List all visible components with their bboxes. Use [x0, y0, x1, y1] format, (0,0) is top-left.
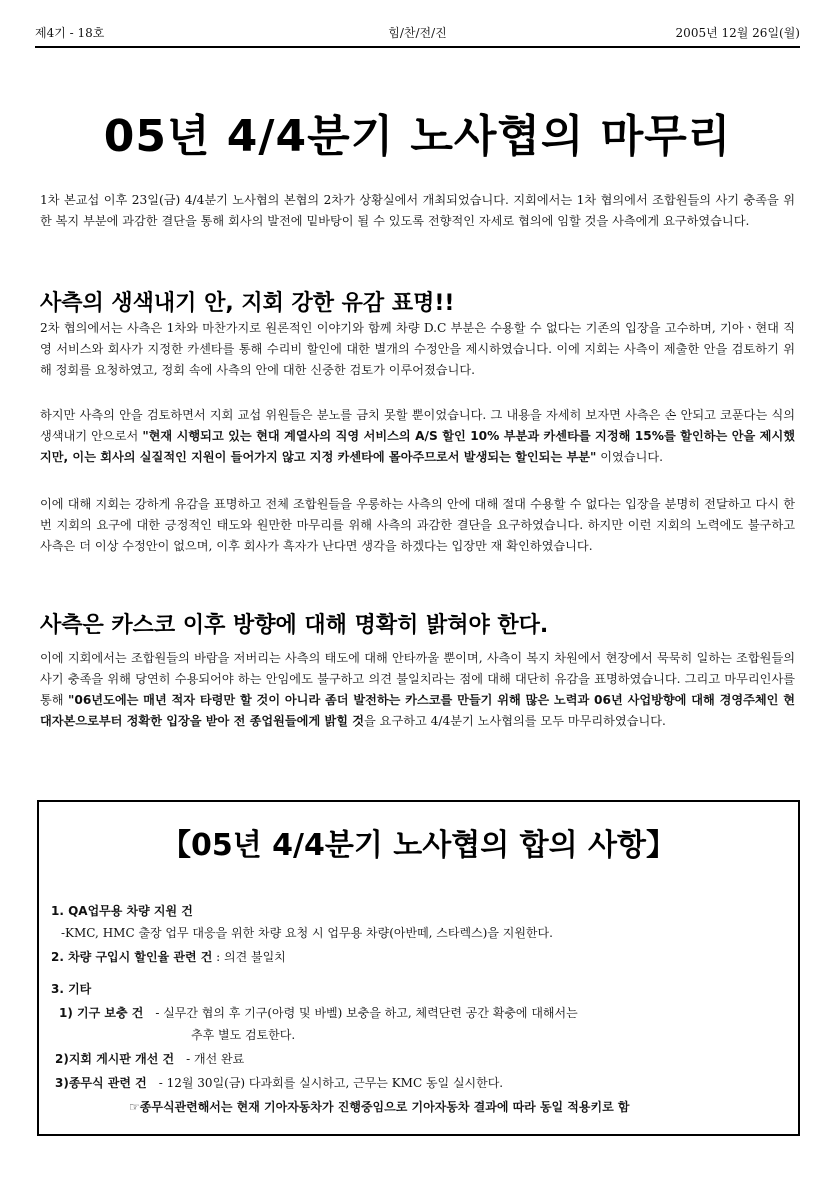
item1-title-text: 1. QA업무용 차량 지원 건: [51, 904, 193, 918]
page-header: [35, 18, 800, 48]
section1-p2-quote: "현재 시행되고 있는 현대 계열사의 직영 서비스의 A/S 할인 10% 부분과 카센타를 지정해 15%를 할인하는 안을 제시했지만, 이는 회사의 실질적인 지원이 들어가지 않고 지정 카센타에 몰아주므로서 발생되는 할인되는 부분": [40, 429, 795, 464]
agreement-title: 【05년 4/4분기 노사협의 합의 사항】: [160, 828, 676, 863]
slogan: 힘/찬/전/진: [388, 26, 447, 40]
sub2-desc: - 개선 완료: [186, 1052, 245, 1066]
sub1: [59, 1004, 578, 1022]
sub3: [55, 1074, 503, 1092]
issue-date: 2005년 12월 26일(월): [675, 26, 800, 40]
section2-heading: 사측은 카스코 이후 방향에 대해 명확히 밝혀야 한다.: [40, 613, 549, 638]
section2-paragraph: [40, 648, 795, 732]
section2-p-text: 이에 지회에서는 조합원들의 바람을 저버리는 사측의 태도에 대해 안타까울 뿐이며, 사측이 복지 차원에서 현장에서 묵묵히 일하는 조합원들의 사기 충족을 위해 당연히 수용되어야 하는 안임에도 불구하고 의견 불일치라는 점에 대해 대단히 유감을 표명하였습니다. 그리고 마무리인사를 통해: [40, 651, 795, 707]
section2-p-quote: "06년도에는 매년 적자 타령만 할 것이 아니라 좀더 발전하는 카스코를 만들기 위해 많은 노력과 06년 사업방향에 대해 경영주체인 현대자본으로부터 정확한 입장을 받아 전 종업원들에게 밝힐 것: [40, 693, 796, 728]
section1-p2-text: 하지만 사측의 안을 검토하면서 지회 교섭 위원들은 분노를 금치 못할 뿐이었습니다. 그 내용을 자세히 보자면 사측은 손 안되고 코푼다는 식의 생색내기 안으로서: [40, 408, 795, 443]
intro-paragraph: 1차 본교섭 이후 23일(금) 4/4분기 노사협의 본협의 2차가 상황실에서 개최되었습니다. 지회에서는 1차 협의에서 조합원들의 사기 충족을 위한 복지 부분에 과감한 결단을 통해 회사의 발전에 밑바탕이 될 수 있도록 전향적인 자세로 협의에 임할 것을 사측에게 요구하였습니다.: [40, 193, 795, 228]
sub3-title: 3)종무식 관련 건: [55, 1076, 147, 1090]
section1-p2-end: 이였습니다.: [596, 450, 663, 464]
sub2-title: 2)지회 게시판 개선 건: [55, 1052, 175, 1066]
item3-title: [51, 980, 91, 998]
item2-title: 2. 차량 구입시 할인율 관련 건: [51, 950, 213, 964]
sub2: [55, 1050, 244, 1068]
item1-title: [51, 902, 193, 920]
agreement-box: [37, 800, 800, 1136]
issue-number: 제4기 - 18호: [35, 26, 105, 40]
item3-title-text: 3. 기타: [51, 982, 92, 996]
section1-heading: 사측의 생색내기 안, 지회 강한 유감 표명!!: [40, 291, 455, 316]
section1-paragraph-2: [40, 405, 795, 468]
item2: [51, 948, 286, 966]
page-title: 05년 4/4분기 노사협의 마무리: [103, 111, 732, 162]
section1-paragraph-3: 이에 대해 지회는 강하게 유감을 표명하고 전체 조합원들을 우롱하는 사측의 안에 대해 절대 수용할 수 없다는 입장을 분명히 전달하고 다시 한번 지회의 요구에 대한 긍정적인 태도와 원만한 마무리를 위해 사측의 과감한 결단을 요구하였습니다. 하지만 이런 지회의 노력에도 불구하고 사측은 더 이상 수정안이 없으며, 이후 회사가 흑자가 난다면 생각을 하겠다는 입장만 재 확인하였습니다.: [40, 497, 795, 553]
agreement-note: [129, 1098, 629, 1116]
sub3-desc: - 12월 30일(금) 다과회를 실시하고, 근무는 KMC 동일 실시한다.: [158, 1076, 504, 1090]
section1-paragraph-1: 2차 협의에서는 사측은 1차와 마찬가지로 원론적인 이야기와 함께 차량 D.C 부분은 수용할 수 없다는 기존의 입장을 고수하며, 기아ㆍ현대 직영 서비스와 회사가 지정한 카센타를 통해 수리비 할인에 대한 별개의 수정안을 제시하였습니다. 이에 지회는 사측이 제출한 안을 검토하기 위해 정회를 요청하였고, 정회 속에 사측의 안에 대한 신중한 검토가 이루어졌습니다.: [40, 321, 795, 377]
section2-p-end: 을 요구하고 4/4분기 노사협의를 모두 마무리하였습니다.: [364, 714, 666, 728]
sub1-title: 1) 기구 보충 건: [59, 1006, 144, 1020]
item2-desc: : 의견 불일치: [212, 950, 286, 964]
sub1-desc: - 실무간 협의 후 기구(아령 및 바벨) 보충을 하고, 체력단련 공간 확충에 대해서는: [155, 1006, 578, 1020]
sub1-desc2: 추후 별도 검토한다.: [191, 1028, 296, 1042]
note-text: ☞종무식관련해서는 현재 기아자동차가 진행중임으로 기아자동차 결과에 따라 동일 적용키로 함: [129, 1100, 630, 1114]
item1-desc: -KMC, HMC 출장 업무 대응을 위한 차량 요청 시 업무용 차량(아반떼, 스타렉스)을 지원한다.: [61, 926, 553, 940]
